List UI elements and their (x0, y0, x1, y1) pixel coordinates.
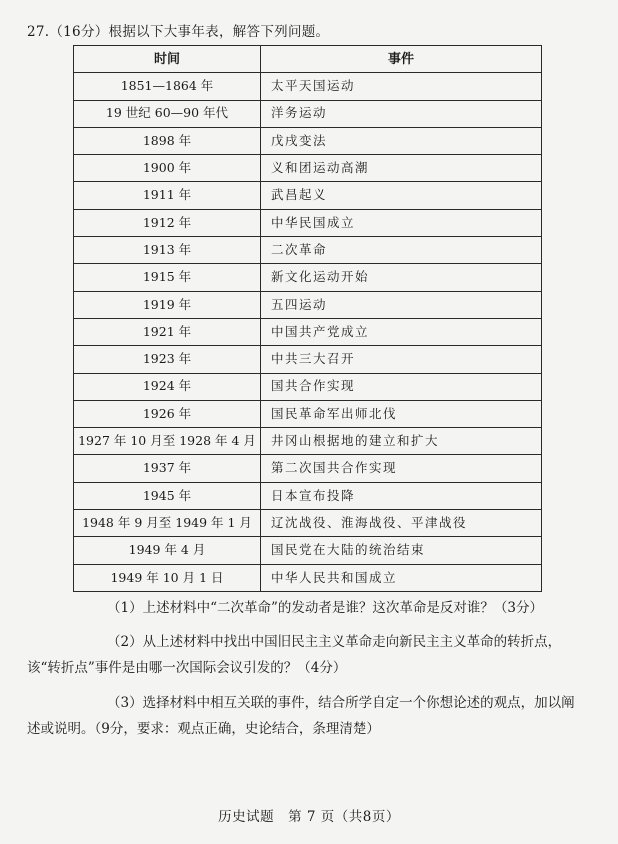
sub-question-2: （2）从上述材料中找出中国旧民主主义革命走向新民主主义革命的转折点，该“转折点”事件是由哪一次国际会议引发的？（4分） (27, 634, 562, 676)
event-cell: 五四运动 (261, 291, 542, 318)
time-cell: 19 世纪 60—90 年代 (74, 100, 261, 127)
event-cell: 新文化运动开始 (261, 264, 542, 291)
event-cell: 二次革命 (261, 237, 542, 264)
time-cell: 1919 年 (74, 291, 261, 318)
time-cell: 1926 年 (74, 400, 261, 427)
table-row (74, 209, 542, 236)
event-cell: 中华民国成立 (261, 209, 542, 236)
time-cell: 1945 年 (74, 482, 261, 509)
time-cell: 1915 年 (74, 264, 261, 291)
event-cell: 第二次国共合作实现 (261, 455, 542, 482)
event-cell: 日本宣布投降 (261, 482, 542, 509)
timeline-table (73, 45, 542, 592)
table-row (74, 264, 542, 291)
event-cell: 井冈山根据地的建立和扩大 (261, 428, 542, 455)
time-cell: 1911 年 (74, 182, 261, 209)
table-body (74, 73, 542, 592)
table-header-row (74, 46, 542, 73)
header-time: 时间 (74, 46, 261, 73)
sub-question-3: （3）选择材料中相互关联的事件，结合所学自定一个你想论述的观点，加以阐述或说明。（9分，要求：观点正确，史论结合，条理清楚） (27, 695, 575, 737)
time-cell: 1898 年 (74, 127, 261, 154)
event-cell: 太平天国运动 (261, 73, 542, 100)
table-row (74, 237, 542, 264)
table-row (74, 73, 542, 100)
table-row (74, 482, 542, 509)
table-row (74, 318, 542, 345)
time-cell: 1949 年 10 月 1 日 (74, 564, 261, 591)
time-cell: 1923 年 (74, 346, 261, 373)
table-row (74, 182, 542, 209)
table-row (74, 510, 542, 537)
time-cell: 1948 年 9 月至 1949 年 1 月 (74, 510, 261, 537)
event-cell: 义和团运动高潮 (261, 155, 542, 182)
table-row (74, 291, 542, 318)
table-row (74, 564, 542, 591)
event-cell: 国民党在大陆的统治结束 (261, 537, 542, 564)
header-event: 事件 (261, 46, 542, 73)
time-cell: 1913 年 (74, 237, 261, 264)
time-cell: 1921 年 (74, 318, 261, 345)
event-cell: 辽沈战役、淮海战役、平津战役 (261, 510, 542, 537)
table-row (74, 100, 542, 127)
time-cell: 1851—1864 年 (74, 73, 261, 100)
table-row (74, 455, 542, 482)
table-row (74, 400, 542, 427)
event-cell: 中共三大召开 (261, 346, 542, 373)
sub-question-1: （1）上述材料中“二次革命”的发动者是谁？这次革命是反对谁？（3分） (107, 600, 543, 616)
time-cell: 1912 年 (74, 209, 261, 236)
time-cell: 1949 年 4 月 (74, 537, 261, 564)
event-cell: 中华人民共和国成立 (261, 564, 542, 591)
time-cell: 1924 年 (74, 373, 261, 400)
table-row (74, 537, 542, 564)
event-cell: 洋务运动 (261, 100, 542, 127)
table-row (74, 155, 542, 182)
event-cell: 戊戌变法 (261, 127, 542, 154)
event-cell: 中国共产党成立 (261, 318, 542, 345)
time-cell: 1927 年 10 月至 1928 年 4 月 (74, 428, 261, 455)
time-cell: 1937 年 (74, 455, 261, 482)
event-cell: 武昌起义 (261, 182, 542, 209)
event-cell: 国民革命军出师北伐 (261, 400, 542, 427)
table-row (74, 127, 542, 154)
table-row (74, 428, 542, 455)
time-cell: 1900 年 (74, 155, 261, 182)
event-cell: 国共合作实现 (261, 373, 542, 400)
page-footer: 历史试题 第 7 页（共8页） (218, 809, 400, 825)
question-header: 27.（16分）根据以下大事年表，解答下列问题。 (27, 24, 330, 40)
table-row (74, 346, 542, 373)
table-row (74, 373, 542, 400)
